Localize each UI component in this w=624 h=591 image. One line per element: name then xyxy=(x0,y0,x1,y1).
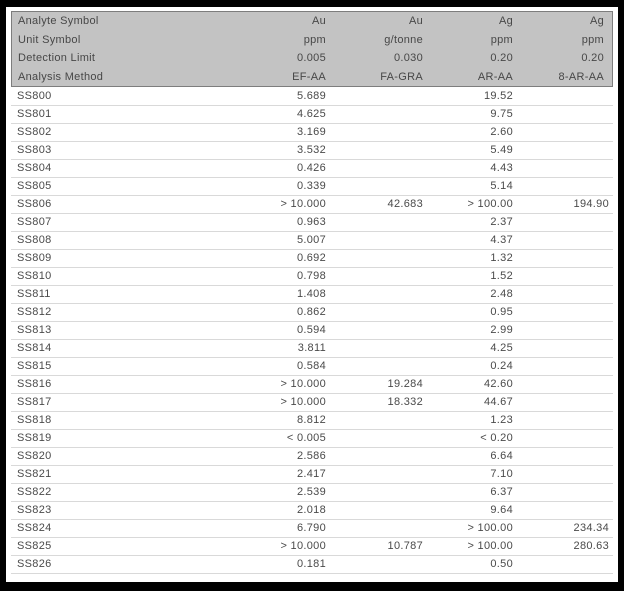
value-cell xyxy=(513,321,613,339)
value-cell: 42.60 xyxy=(423,375,513,393)
value-cell: > 10.000 xyxy=(186,537,326,555)
sample-id: SS815 xyxy=(11,357,186,375)
table-row xyxy=(11,285,613,303)
header-value-cell: FA-GRA xyxy=(380,70,423,83)
sample-id: SS813 xyxy=(11,321,186,339)
value-cell xyxy=(513,483,613,501)
table-rows xyxy=(11,87,613,573)
value-cell: 1.408 xyxy=(186,285,326,303)
value-cell: 2.99 xyxy=(423,321,513,339)
header-value-cell: AR-AA xyxy=(477,70,513,83)
table-row xyxy=(11,483,613,501)
value-cell: > 100.00 xyxy=(423,537,513,555)
value-cell: > 100.00 xyxy=(423,195,513,213)
table-row xyxy=(11,267,613,285)
table-row xyxy=(11,303,613,321)
header-row-label: Analyte Symbol xyxy=(18,15,99,27)
value-cell: 1.32 xyxy=(423,249,513,267)
value-cell xyxy=(513,105,613,123)
value-cell: 2.417 xyxy=(186,465,326,483)
value-cell: 4.43 xyxy=(423,159,513,177)
table-row xyxy=(11,177,613,195)
value-cell xyxy=(326,429,423,447)
value-cell: 5.49 xyxy=(423,141,513,159)
value-cell: 0.426 xyxy=(186,159,326,177)
header-value-cell: Au xyxy=(408,15,423,27)
value-cell xyxy=(513,555,613,573)
value-cell: 194.90 xyxy=(513,195,613,213)
value-cell: > 10.000 xyxy=(186,393,326,411)
value-cell xyxy=(513,357,613,375)
sample-id: SS816 xyxy=(11,375,186,393)
header-value-cell: ppm xyxy=(490,33,513,46)
value-cell: 4.25 xyxy=(423,339,513,357)
sample-id: SS825 xyxy=(11,537,186,555)
value-cell xyxy=(513,177,613,195)
value-cell xyxy=(326,123,423,141)
value-cell: 7.10 xyxy=(423,465,513,483)
value-cell: 1.52 xyxy=(423,267,513,285)
value-cell xyxy=(326,357,423,375)
sample-id: SS818 xyxy=(11,411,186,429)
sample-id: SS819 xyxy=(11,429,186,447)
header-value-cell: Au xyxy=(311,15,326,27)
table-row xyxy=(11,141,613,159)
sample-id: SS808 xyxy=(11,231,186,249)
value-cell xyxy=(326,267,423,285)
value-cell: 4.625 xyxy=(186,105,326,123)
value-cell: 9.75 xyxy=(423,105,513,123)
value-cell: 9.64 xyxy=(423,501,513,519)
table-row xyxy=(11,501,613,519)
value-cell: 0.584 xyxy=(186,357,326,375)
sample-id: SS810 xyxy=(11,267,186,285)
sample-id: SS821 xyxy=(11,465,186,483)
value-cell: 0.798 xyxy=(186,267,326,285)
value-cell: 10.787 xyxy=(326,537,423,555)
value-cell xyxy=(513,393,613,411)
value-cell xyxy=(326,285,423,303)
value-cell: 2.586 xyxy=(186,447,326,465)
sample-id: SS801 xyxy=(11,105,186,123)
table-row xyxy=(11,393,613,411)
sample-id: SS812 xyxy=(11,303,186,321)
table-row xyxy=(11,537,613,555)
table-row xyxy=(11,123,613,141)
sample-id: SS826 xyxy=(11,555,186,573)
value-cell xyxy=(326,87,423,105)
sample-id: SS802 xyxy=(11,123,186,141)
value-cell xyxy=(513,285,613,303)
value-cell: 280.63 xyxy=(513,537,613,555)
sample-id: SS806 xyxy=(11,195,186,213)
value-cell: < 0.20 xyxy=(423,429,513,447)
value-cell: 6.37 xyxy=(423,483,513,501)
header-row-label: Analysis Method xyxy=(18,70,104,83)
table-row xyxy=(11,357,613,375)
sample-id: SS804 xyxy=(11,159,186,177)
header-value-cell: EF-AA xyxy=(292,70,326,83)
value-cell: > 10.000 xyxy=(186,375,326,393)
assay-results-table xyxy=(11,11,613,574)
header-value-cell: ppm xyxy=(581,33,604,46)
header-row-label: Detection Limit xyxy=(18,52,96,64)
value-cell: 234.34 xyxy=(513,519,613,537)
value-cell xyxy=(513,213,613,231)
value-cell xyxy=(326,321,423,339)
value-cell xyxy=(326,303,423,321)
value-cell: > 10.000 xyxy=(186,195,326,213)
table-header xyxy=(11,11,613,87)
sample-id: SS814 xyxy=(11,339,186,357)
table-row xyxy=(11,429,613,447)
table-row xyxy=(11,519,613,537)
value-cell: 44.67 xyxy=(423,393,513,411)
value-cell: 5.689 xyxy=(186,87,326,105)
value-cell: 2.539 xyxy=(186,483,326,501)
value-cell xyxy=(326,249,423,267)
value-cell xyxy=(326,483,423,501)
value-cell xyxy=(513,303,613,321)
sample-id: SS824 xyxy=(11,519,186,537)
value-cell xyxy=(513,159,613,177)
value-cell: 0.181 xyxy=(186,555,326,573)
sample-id: SS803 xyxy=(11,141,186,159)
value-cell xyxy=(326,231,423,249)
table-row xyxy=(11,321,613,339)
value-cell xyxy=(513,339,613,357)
table-row xyxy=(11,375,613,393)
value-cell: 18.332 xyxy=(326,393,423,411)
value-cell: 2.60 xyxy=(423,123,513,141)
value-cell: 1.23 xyxy=(423,411,513,429)
table-row xyxy=(11,105,613,123)
value-cell xyxy=(513,411,613,429)
sample-id: SS805 xyxy=(11,177,186,195)
value-cell: 19.52 xyxy=(423,87,513,105)
value-cell xyxy=(513,123,613,141)
table-row xyxy=(11,555,613,573)
value-cell xyxy=(326,213,423,231)
value-cell: 2.018 xyxy=(186,501,326,519)
value-cell xyxy=(513,429,613,447)
sample-id: SS811 xyxy=(11,285,186,303)
report-sheet xyxy=(6,7,618,582)
value-cell: 42.683 xyxy=(326,195,423,213)
header-value-cell: Ag xyxy=(589,15,604,27)
table-row xyxy=(11,231,613,249)
table-row xyxy=(11,159,613,177)
value-cell xyxy=(513,375,613,393)
value-cell: 0.963 xyxy=(186,213,326,231)
value-cell: 0.594 xyxy=(186,321,326,339)
value-cell: 3.532 xyxy=(186,141,326,159)
value-cell xyxy=(326,465,423,483)
value-cell xyxy=(326,501,423,519)
header-row-label: Unit Symbol xyxy=(18,33,81,46)
value-cell: 2.37 xyxy=(423,213,513,231)
value-cell: 0.339 xyxy=(186,177,326,195)
value-cell: 0.862 xyxy=(186,303,326,321)
header-value-cell: g/tonne xyxy=(384,33,423,46)
value-cell xyxy=(513,447,613,465)
value-cell: 0.24 xyxy=(423,357,513,375)
table-row xyxy=(11,465,613,483)
table-row xyxy=(11,447,613,465)
value-cell xyxy=(513,267,613,285)
header-value-cell: 0.20 xyxy=(490,52,513,64)
value-cell: 5.14 xyxy=(423,177,513,195)
value-cell: 6.790 xyxy=(186,519,326,537)
value-cell: 0.692 xyxy=(186,249,326,267)
sample-id: SS820 xyxy=(11,447,186,465)
value-cell xyxy=(326,339,423,357)
value-cell xyxy=(326,159,423,177)
value-cell xyxy=(326,519,423,537)
value-cell xyxy=(326,141,423,159)
value-cell: 8.812 xyxy=(186,411,326,429)
value-cell: 6.64 xyxy=(423,447,513,465)
value-cell: > 100.00 xyxy=(423,519,513,537)
sample-id: SS822 xyxy=(11,483,186,501)
value-cell: < 0.005 xyxy=(186,429,326,447)
value-cell: 0.95 xyxy=(423,303,513,321)
value-cell xyxy=(513,141,613,159)
value-cell xyxy=(326,177,423,195)
value-cell: 5.007 xyxy=(186,231,326,249)
value-cell xyxy=(326,411,423,429)
sample-id: SS809 xyxy=(11,249,186,267)
sample-id: SS800 xyxy=(11,87,186,105)
table-row xyxy=(11,339,613,357)
table-row xyxy=(11,87,613,105)
value-cell: 19.284 xyxy=(326,375,423,393)
header-value-cell: Ag xyxy=(498,15,513,27)
header-value-cell: 8-AR-AA xyxy=(558,70,604,83)
value-cell xyxy=(326,105,423,123)
table-row xyxy=(11,195,613,213)
value-cell xyxy=(513,249,613,267)
value-cell: 4.37 xyxy=(423,231,513,249)
header-value-cell: ppm xyxy=(303,33,326,46)
value-cell: 2.48 xyxy=(423,285,513,303)
sample-id: SS817 xyxy=(11,393,186,411)
table-row xyxy=(11,411,613,429)
value-cell: 0.50 xyxy=(423,555,513,573)
header-value-cell: 0.030 xyxy=(393,52,423,64)
table-body xyxy=(11,87,613,574)
value-cell xyxy=(513,231,613,249)
value-cell: 3.811 xyxy=(186,339,326,357)
sample-id: SS823 xyxy=(11,501,186,519)
header-value-cell: 0.20 xyxy=(581,52,604,64)
value-cell xyxy=(513,465,613,483)
table-row xyxy=(11,249,613,267)
value-cell xyxy=(513,87,613,105)
value-cell xyxy=(513,501,613,519)
sample-id: SS807 xyxy=(11,213,186,231)
header-value-cell: 0.005 xyxy=(296,52,326,64)
value-cell xyxy=(326,555,423,573)
table-row xyxy=(11,213,613,231)
value-cell xyxy=(326,447,423,465)
value-cell: 3.169 xyxy=(186,123,326,141)
